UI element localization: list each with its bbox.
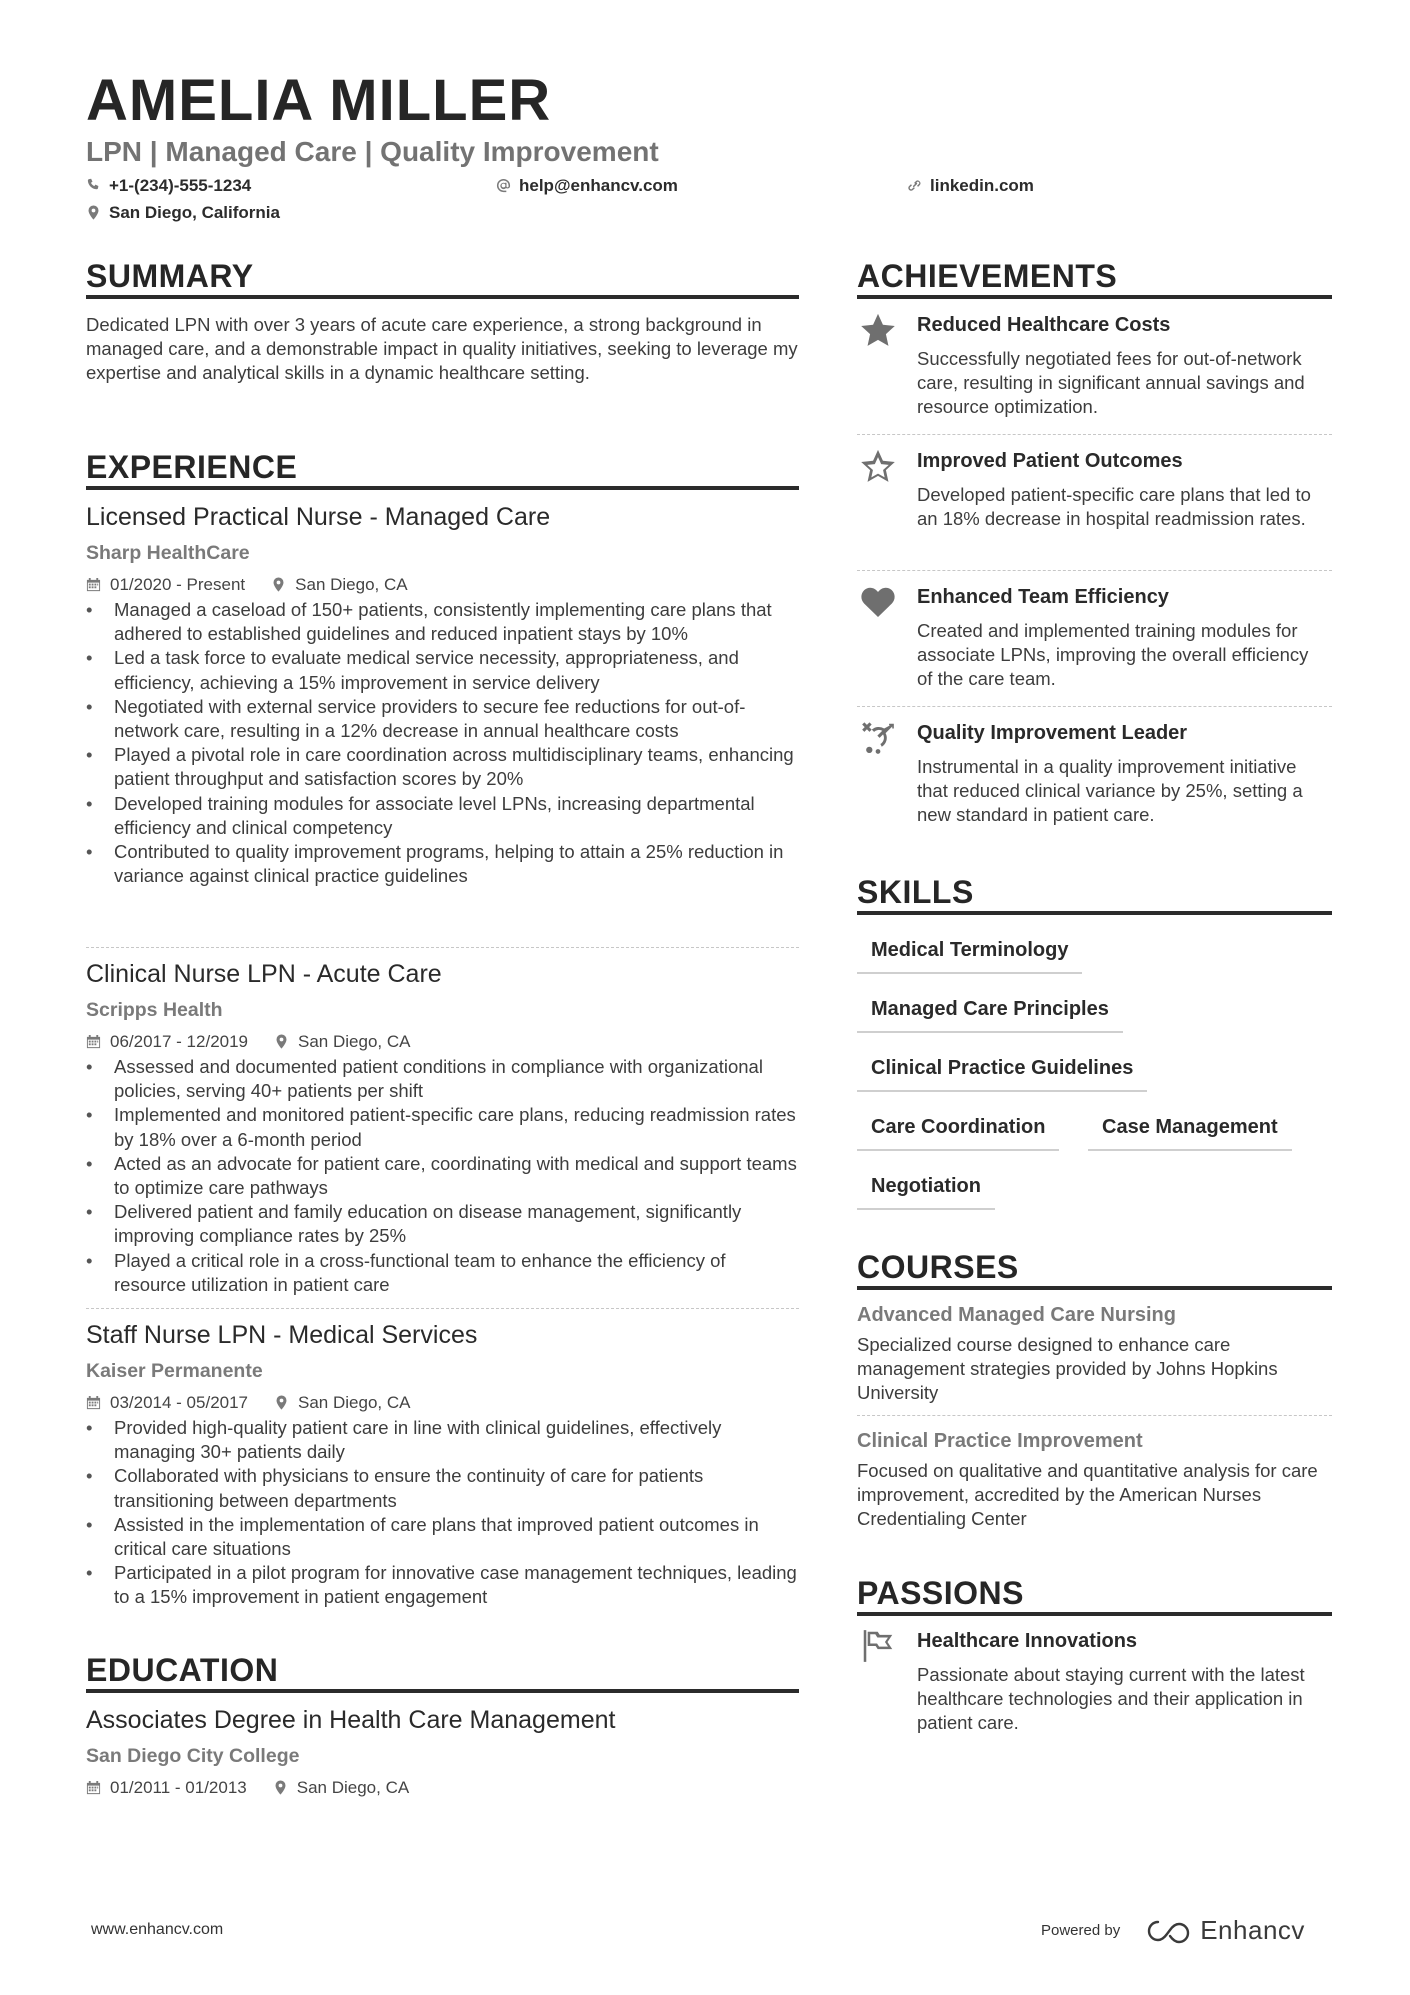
- contact-phone[interactable]: [86, 177, 251, 194]
- phone-text: +1-(234)-555-1234: [109, 176, 252, 195]
- job-bullet: • Implemented and monitored patient-specific care plans, reducing readmission rates by 18% over a 6-month period: [86, 1103, 799, 1151]
- location-pin-icon: [271, 577, 286, 592]
- achievement-divider: [857, 570, 1332, 571]
- job-location-text: San Diego, CA: [295, 575, 408, 594]
- job-location: [274, 1033, 410, 1050]
- job-dates: [86, 1033, 248, 1050]
- location-pin-icon: [274, 1395, 289, 1410]
- education-location: [273, 1779, 409, 1796]
- job-bullets: [86, 598, 799, 888]
- achievement-title: Reduced Healthcare Costs: [917, 314, 1171, 336]
- job-company: Kaiser Permanente: [86, 1360, 263, 1382]
- job-divider: [86, 947, 799, 948]
- passions-heading: PASSIONS: [857, 1575, 1024, 1611]
- skills-rule: [857, 911, 1332, 915]
- skill-tag: Care Coordination: [857, 1117, 1059, 1151]
- heart-icon: [859, 583, 897, 621]
- education-rule: [86, 1689, 799, 1693]
- calendar-icon: [86, 577, 101, 592]
- skills-heading: SKILLS: [857, 874, 974, 910]
- calendar-icon: [86, 1034, 101, 1049]
- job-meta: [86, 576, 434, 593]
- courses-rule: [857, 1286, 1332, 1290]
- job-location: [271, 576, 407, 593]
- job-bullet: • Contributed to quality improvement programs, helping to attain a 25% reduction in variance against clinical practice guidelines: [86, 840, 799, 888]
- job-meta: [86, 1394, 436, 1411]
- location-pin-icon: [274, 1034, 289, 1049]
- star-outline-icon: [859, 447, 897, 485]
- achievement-desc: Developed patient-specific care plans that led to an 18% decrease in hospital readmission rates.: [917, 484, 1311, 530]
- skill-tag: Medical Terminology: [857, 940, 1082, 974]
- skill-tag: Negotiation: [857, 1176, 995, 1210]
- job-company: Sharp HealthCare: [86, 542, 250, 564]
- link-icon: [907, 178, 922, 193]
- passion-title: Healthcare Innovations: [917, 1630, 1138, 1652]
- skill-tag: Clinical Practice Guidelines: [857, 1058, 1147, 1092]
- contact-email[interactable]: [496, 177, 678, 194]
- achievement-desc: Successfully negotiated fees for out-of-network care, resulting in significant annual savings and resource optimization.: [917, 348, 1305, 418]
- job-company: Scripps Health: [86, 999, 223, 1021]
- achievements-rule: [857, 295, 1332, 299]
- passions-rule: [857, 1612, 1332, 1616]
- passion-desc: Passionate about staying current with the latest healthcare technologies and their application in patient care.: [917, 1664, 1305, 1734]
- footer-branding: [1041, 1915, 1305, 1946]
- footer-website[interactable]: www.enhancv.com: [91, 1921, 224, 1938]
- job-bullet: • Delivered patient and family education on disease management, significantly improving compliance rates by 25%: [86, 1200, 799, 1248]
- linkedin-text: linkedin.com: [930, 176, 1034, 195]
- enhancv-logo[interactable]: [1146, 1915, 1305, 1946]
- job-location-text: San Diego, CA: [298, 1393, 411, 1412]
- course-desc: Focused on qualitative and quantitative analysis for care improvement, accredited by the American Nurses Credentialing Center: [857, 1460, 1318, 1530]
- at-icon: [496, 178, 511, 193]
- job-bullet: • Managed a caseload of 150+ patients, consistently implementing care plans that adhered to established guidelines and reduced inpatient stays by 10%: [86, 598, 799, 646]
- skill-tag: Case Management: [1088, 1117, 1292, 1151]
- job-location: [274, 1394, 410, 1411]
- location-text: San Diego, California: [109, 203, 280, 222]
- calendar-icon: [86, 1780, 101, 1795]
- education-degree: Associates Degree in Health Care Management: [86, 1706, 616, 1734]
- achievement-item: [857, 311, 1332, 431]
- calendar-icon: [86, 1395, 101, 1410]
- candidate-name: AMELIA MILLER: [86, 68, 552, 133]
- achievement-desc: Created and implemented training modules for associate LPNs, improving the overall efficiency of the care team.: [917, 620, 1309, 690]
- phone-icon: [86, 178, 101, 193]
- job-role: Licensed Practical Nurse - Managed Care: [86, 503, 551, 531]
- email-text: help@enhancv.com: [519, 176, 678, 195]
- enhancv-wordmark: Enhancv: [1200, 1915, 1305, 1945]
- location-pin-icon: [273, 1780, 288, 1795]
- location-pin-icon: [86, 205, 101, 220]
- education-meta: [86, 1779, 435, 1796]
- achievement-item: [857, 447, 1332, 567]
- job-dates-text: 06/2017 - 12/2019: [110, 1032, 249, 1051]
- job-location-text: San Diego, CA: [298, 1032, 411, 1051]
- achievement-item: [857, 719, 1332, 839]
- education-dates: [86, 1779, 247, 1796]
- education-dates-text: 01/2011 - 01/2013: [110, 1778, 247, 1797]
- achievement-divider: [857, 434, 1332, 435]
- job-bullet: • Acted as an advocate for patient care, coordinating with medical and support teams to optimize care pathways: [86, 1152, 799, 1200]
- education-heading: EDUCATION: [86, 1652, 279, 1688]
- job-bullet: • Developed training modules for associate level LPNs, increasing departmental efficiency and clinical competency: [86, 792, 799, 840]
- job-meta: [86, 1033, 436, 1050]
- course-divider: [857, 1415, 1332, 1416]
- job-bullet: • Assessed and documented patient conditions in compliance with organizational policies, serving 40+ patients per shift: [86, 1055, 799, 1103]
- job-bullet: • Assisted in the implementation of care plans that improved patient outcomes in critical care situations: [86, 1513, 799, 1561]
- job-bullets: [86, 1416, 799, 1610]
- job-bullet: • Collaborated with physicians to ensure the continuity of care for patients transitioning between departments: [86, 1464, 799, 1512]
- star-filled-icon: [859, 311, 897, 349]
- experience-rule: [86, 486, 799, 490]
- job-bullet: • Negotiated with external service providers to secure fee reductions for out-of-network care, resulting in a 12% decrease in annual healthcare costs: [86, 695, 799, 743]
- achievements-heading: ACHIEVEMENTS: [857, 258, 1118, 294]
- strategy-icon: [859, 719, 897, 757]
- education-school: San Diego City College: [86, 1745, 300, 1767]
- job-bullets: [86, 1055, 799, 1297]
- summary-rule: [86, 295, 799, 299]
- contact-linkedin[interactable]: [907, 177, 1034, 194]
- course-title: Advanced Managed Care Nursing: [857, 1304, 1176, 1326]
- contact-location: [86, 204, 280, 221]
- job-bullet: • Played a pivotal role in care coordination across multidisciplinary teams, enhancing patient throughput and satisfaction scores by 20%: [86, 743, 799, 791]
- enhancv-logo-icon: [1146, 1918, 1194, 1944]
- achievement-title: Enhanced Team Efficiency: [917, 586, 1169, 608]
- course-title: Clinical Practice Improvement: [857, 1430, 1143, 1452]
- achievement-divider: [857, 706, 1332, 707]
- job-dates: [86, 1394, 248, 1411]
- flag-icon: [859, 1627, 897, 1665]
- passion-item: [857, 1627, 1332, 1747]
- job-bullet: • Played a critical role in a cross-functional team to enhance the efficiency of resource utilization in patient care: [86, 1249, 799, 1297]
- course-desc: Specialized course designed to enhance care management strategies provided by Johns Hopkins University: [857, 1334, 1278, 1404]
- summary-heading: SUMMARY: [86, 258, 254, 294]
- experience-heading: EXPERIENCE: [86, 449, 298, 485]
- achievement-title: Improved Patient Outcomes: [917, 450, 1183, 472]
- job-role: Staff Nurse LPN - Medical Services: [86, 1321, 478, 1349]
- achievement-desc: Instrumental in a quality improvement initiative that reduced clinical variance by 25%, setting a new standard in patient care.: [917, 756, 1303, 826]
- job-dates-text: 03/2014 - 05/2017: [110, 1393, 249, 1412]
- skill-tag: Managed Care Principles: [857, 999, 1123, 1033]
- powered-by-text: Powered by: [1041, 1922, 1121, 1939]
- headline: LPN | Managed Care | Quality Improvement: [86, 136, 659, 167]
- achievement-item: [857, 583, 1332, 703]
- job-role: Clinical Nurse LPN - Acute Care: [86, 960, 442, 988]
- job-dates-text: 01/2020 - Present: [110, 575, 246, 594]
- courses-heading: COURSES: [857, 1249, 1019, 1285]
- achievement-title: Quality Improvement Leader: [917, 722, 1188, 744]
- education-location-text: San Diego, CA: [296, 1778, 410, 1797]
- job-bullet: • Provided high-quality patient care in line with clinical guidelines, effectively managing 30+ patients daily: [86, 1416, 799, 1464]
- job-dates: [86, 576, 245, 593]
- summary-text: Dedicated LPN with over 3 years of acute care experience, a strong background in managed care, and a demonstrable impact in quality initiatives, seeking to leverage my expertise and analytical skills in a dynamic healthcare setting.: [86, 314, 798, 384]
- job-divider: [86, 1308, 799, 1309]
- job-bullet: • Led a task force to evaluate medical service necessity, appropriateness, and efficiency, achieving a 15% improvement in service delivery: [86, 646, 799, 694]
- job-bullet: • Participated in a pilot program for innovative case management techniques, leading to a 15% improvement in patient engagement: [86, 1561, 799, 1609]
